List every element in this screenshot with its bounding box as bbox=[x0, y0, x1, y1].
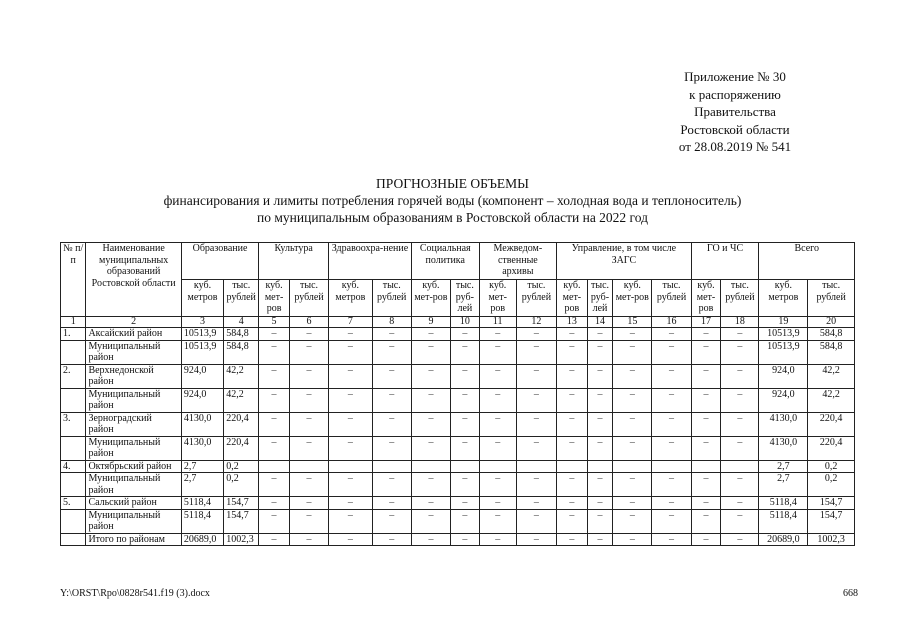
header-group: Социальная политика bbox=[411, 243, 479, 280]
cell-dash: – bbox=[587, 436, 612, 460]
cell-dash: – bbox=[451, 364, 480, 388]
cell-total-rub: 0,2 bbox=[808, 460, 855, 473]
cell-dash: – bbox=[652, 497, 691, 510]
column-number: 8 bbox=[372, 317, 411, 328]
cell-dash bbox=[411, 460, 450, 473]
cell-dash: – bbox=[721, 412, 759, 436]
cell-dash: – bbox=[516, 412, 556, 436]
row-name: Муниципальный район bbox=[86, 340, 181, 364]
column-number: 14 bbox=[587, 317, 612, 328]
cell-total-m3: 2,7 bbox=[759, 473, 808, 497]
cell-dash: – bbox=[557, 436, 588, 460]
cell-dash: – bbox=[516, 328, 556, 341]
cell-total-rub: 0,2 bbox=[808, 473, 855, 497]
cell-dash: – bbox=[652, 436, 691, 460]
cell-dash: – bbox=[721, 388, 759, 412]
footer-file-path: Y:\ORST\Rpo\0828r541.f19 (3).docx bbox=[60, 588, 210, 599]
cell-dash: – bbox=[652, 340, 691, 364]
cell-dash: – bbox=[372, 473, 411, 497]
cell-dash: – bbox=[329, 497, 372, 510]
cell-dash: – bbox=[652, 364, 691, 388]
cell-total-rub: 1002,3 bbox=[808, 533, 855, 546]
table-row bbox=[61, 364, 855, 388]
cell-dash: – bbox=[557, 412, 588, 436]
row-number bbox=[61, 509, 86, 533]
cell-dash: – bbox=[613, 509, 652, 533]
appendix-line: Приложение № 30 bbox=[684, 69, 786, 84]
cell-dash: – bbox=[479, 473, 516, 497]
cell-dash: – bbox=[411, 497, 450, 510]
column-number: 2 bbox=[86, 317, 181, 328]
cell-dash bbox=[557, 460, 588, 473]
cell-dash: – bbox=[289, 509, 328, 533]
page-number: 668 bbox=[843, 588, 858, 599]
data-table bbox=[60, 242, 855, 546]
column-number: 7 bbox=[329, 317, 372, 328]
cell-dash: – bbox=[613, 497, 652, 510]
cell-total-rub: 42,2 bbox=[808, 388, 855, 412]
row-number bbox=[61, 436, 86, 460]
cell-dash: – bbox=[652, 473, 691, 497]
cell-dash: – bbox=[451, 436, 480, 460]
cell-dash bbox=[613, 460, 652, 473]
cell-dash: – bbox=[479, 340, 516, 364]
cell-dash: – bbox=[289, 328, 328, 341]
cell-dash: – bbox=[259, 412, 290, 436]
cell-dash: – bbox=[516, 473, 556, 497]
cell-dash: – bbox=[557, 509, 588, 533]
header-subcolumn: тыс. рублей bbox=[516, 280, 556, 317]
row-number bbox=[61, 340, 86, 364]
appendix-line: Правительства bbox=[694, 104, 776, 119]
cell-dash: – bbox=[691, 473, 721, 497]
cell-dash: – bbox=[691, 388, 721, 412]
cell-education-m3: 924,0 bbox=[181, 364, 223, 388]
cell-dash: – bbox=[329, 473, 372, 497]
cell-dash: – bbox=[613, 364, 652, 388]
cell-dash: – bbox=[451, 328, 480, 341]
header-subcolumn: куб. мет-ров bbox=[479, 280, 516, 317]
cell-education-m3: 20689,0 bbox=[181, 533, 223, 546]
cell-total-rub: 42,2 bbox=[808, 364, 855, 388]
row-name: Муниципальный район bbox=[86, 436, 181, 460]
cell-dash: – bbox=[411, 340, 450, 364]
cell-dash: – bbox=[259, 388, 290, 412]
cell-dash bbox=[289, 460, 328, 473]
cell-education-m3: 2,7 bbox=[181, 460, 223, 473]
cell-dash: – bbox=[259, 364, 290, 388]
header-subcolumn: тыс. рублей bbox=[289, 280, 328, 317]
cell-dash bbox=[516, 460, 556, 473]
cell-education-m3: 5118,4 bbox=[181, 497, 223, 510]
cell-dash: – bbox=[652, 412, 691, 436]
cell-total-m3: 924,0 bbox=[759, 388, 808, 412]
cell-dash: – bbox=[411, 473, 450, 497]
cell-total-m3: 4130,0 bbox=[759, 412, 808, 436]
header-subcolumn: тыс. рублей bbox=[224, 280, 259, 317]
cell-dash: – bbox=[411, 364, 450, 388]
cell-total-m3: 924,0 bbox=[759, 364, 808, 388]
cell-dash: – bbox=[479, 328, 516, 341]
header-subcolumn: куб. метров bbox=[181, 280, 223, 317]
column-number: 4 bbox=[224, 317, 259, 328]
cell-total-rub: 584,8 bbox=[808, 340, 855, 364]
row-name: Аксайский район bbox=[86, 328, 181, 341]
cell-dash: – bbox=[479, 364, 516, 388]
cell-dash: – bbox=[451, 497, 480, 510]
cell-dash: – bbox=[613, 328, 652, 341]
cell-dash: – bbox=[289, 436, 328, 460]
cell-dash: – bbox=[329, 328, 372, 341]
header-subcolumn: куб. метров bbox=[329, 280, 372, 317]
cell-dash: – bbox=[587, 388, 612, 412]
cell-dash: – bbox=[372, 412, 411, 436]
row-name: Зерноградский район bbox=[86, 412, 181, 436]
cell-education-rub: 154,7 bbox=[224, 497, 259, 510]
header-subcolumn: тыс. рублей bbox=[808, 280, 855, 317]
cell-education-rub: 584,8 bbox=[224, 340, 259, 364]
title-line-3: по муниципальным образованиям в Ростовской области на 2022 год bbox=[257, 210, 648, 225]
column-number: 18 bbox=[721, 317, 759, 328]
appendix-line: к распоряжению bbox=[689, 86, 781, 102]
table-row bbox=[61, 340, 855, 364]
cell-dash: – bbox=[721, 473, 759, 497]
cell-dash bbox=[479, 460, 516, 473]
row-name: Сальский район bbox=[86, 497, 181, 510]
table-row bbox=[61, 509, 855, 533]
header-subcolumn: тыс. рублей bbox=[721, 280, 759, 317]
cell-dash: – bbox=[411, 436, 450, 460]
header-subcolumn: куб. мет-ров bbox=[691, 280, 721, 317]
cell-dash: – bbox=[557, 497, 588, 510]
row-name: Муниципальный район bbox=[86, 509, 181, 533]
cell-dash: – bbox=[557, 473, 588, 497]
cell-total-m3: 2,7 bbox=[759, 460, 808, 473]
column-number: 13 bbox=[557, 317, 588, 328]
cell-dash: – bbox=[411, 533, 450, 546]
cell-dash bbox=[587, 460, 612, 473]
header-subcolumn: тыс. рублей bbox=[372, 280, 411, 317]
cell-dash: – bbox=[613, 436, 652, 460]
cell-dash: – bbox=[516, 340, 556, 364]
column-number: 12 bbox=[516, 317, 556, 328]
appendix-line: Ростовской области bbox=[680, 121, 790, 137]
column-number: 1 bbox=[61, 317, 86, 328]
header-subcolumn: тыс. руб-лей bbox=[587, 280, 612, 317]
row-number: 5. bbox=[61, 497, 86, 510]
cell-dash: – bbox=[259, 328, 290, 341]
cell-education-m3: 4130,0 bbox=[181, 436, 223, 460]
cell-dash: – bbox=[691, 340, 721, 364]
column-number: 19 bbox=[759, 317, 808, 328]
table-row bbox=[61, 473, 855, 497]
cell-dash: – bbox=[721, 340, 759, 364]
cell-total-rub: 154,7 bbox=[808, 509, 855, 533]
cell-dash: – bbox=[557, 340, 588, 364]
cell-dash: – bbox=[516, 436, 556, 460]
cell-dash: – bbox=[372, 436, 411, 460]
cell-dash: – bbox=[329, 340, 372, 364]
cell-dash: – bbox=[721, 328, 759, 341]
column-number: 17 bbox=[691, 317, 721, 328]
header-group: Всего bbox=[759, 243, 855, 280]
cell-dash: – bbox=[691, 364, 721, 388]
cell-dash: – bbox=[691, 497, 721, 510]
cell-dash: – bbox=[411, 509, 450, 533]
cell-dash: – bbox=[613, 388, 652, 412]
cell-dash: – bbox=[372, 340, 411, 364]
cell-dash: – bbox=[259, 340, 290, 364]
cell-dash: – bbox=[516, 364, 556, 388]
cell-dash: – bbox=[587, 473, 612, 497]
cell-dash: – bbox=[479, 412, 516, 436]
cell-total-rub: 154,7 bbox=[808, 497, 855, 510]
cell-dash: – bbox=[721, 509, 759, 533]
cell-dash: – bbox=[289, 473, 328, 497]
cell-dash: – bbox=[479, 497, 516, 510]
column-number: 3 bbox=[181, 317, 223, 328]
cell-dash: – bbox=[372, 509, 411, 533]
row-name: Муниципальный район bbox=[86, 473, 181, 497]
cell-total-m3: 10513,9 bbox=[759, 340, 808, 364]
cell-dash: – bbox=[557, 388, 588, 412]
row-number: 2. bbox=[61, 364, 86, 388]
cell-dash: – bbox=[372, 328, 411, 341]
cell-dash: – bbox=[451, 509, 480, 533]
cell-dash: – bbox=[329, 364, 372, 388]
header-subcolumn: куб. мет-ров bbox=[557, 280, 588, 317]
cell-education-m3: 5118,4 bbox=[181, 509, 223, 533]
column-number: 6 bbox=[289, 317, 328, 328]
cell-dash bbox=[721, 460, 759, 473]
cell-dash bbox=[259, 460, 290, 473]
cell-dash bbox=[691, 460, 721, 473]
cell-dash: – bbox=[587, 533, 612, 546]
cell-dash: – bbox=[329, 436, 372, 460]
title-line-1: ПРОГНОЗНЫЕ ОБЪЕМЫ bbox=[376, 176, 529, 191]
table-row bbox=[61, 460, 855, 473]
header-subcolumn: куб. метров bbox=[759, 280, 808, 317]
cell-dash bbox=[451, 460, 480, 473]
cell-dash: – bbox=[259, 509, 290, 533]
cell-total-m3: 5118,4 bbox=[759, 509, 808, 533]
table-row bbox=[61, 328, 855, 341]
header-group: Управление, в том числе ЗАГС bbox=[557, 243, 692, 280]
cell-dash: – bbox=[557, 364, 588, 388]
cell-education-rub: 220,4 bbox=[224, 436, 259, 460]
cell-dash bbox=[372, 460, 411, 473]
row-number: 1. bbox=[61, 328, 86, 341]
cell-dash: – bbox=[691, 412, 721, 436]
header-group: Культура bbox=[259, 243, 329, 280]
cell-dash: – bbox=[451, 388, 480, 412]
row-name: Верхнедонской район bbox=[86, 364, 181, 388]
cell-dash: – bbox=[652, 533, 691, 546]
header-subcolumn: куб. мет-ров bbox=[259, 280, 290, 317]
table-row bbox=[61, 436, 855, 460]
cell-education-rub: 42,2 bbox=[224, 364, 259, 388]
cell-dash: – bbox=[516, 388, 556, 412]
header-group: Межведом-ственные архивы bbox=[479, 243, 556, 280]
cell-education-m3: 924,0 bbox=[181, 388, 223, 412]
cell-dash: – bbox=[411, 328, 450, 341]
cell-education-m3: 10513,9 bbox=[181, 328, 223, 341]
column-number: 16 bbox=[652, 317, 691, 328]
column-number: 10 bbox=[451, 317, 480, 328]
cell-dash: – bbox=[372, 364, 411, 388]
header-num: № п/п bbox=[61, 243, 86, 317]
cell-education-rub: 42,2 bbox=[224, 388, 259, 412]
row-number bbox=[61, 388, 86, 412]
cell-dash: – bbox=[372, 497, 411, 510]
cell-dash: – bbox=[479, 436, 516, 460]
cell-dash: – bbox=[259, 473, 290, 497]
cell-dash: – bbox=[613, 340, 652, 364]
cell-dash: – bbox=[721, 436, 759, 460]
cell-dash: – bbox=[721, 533, 759, 546]
header-group: ГО и ЧС bbox=[691, 243, 759, 280]
cell-dash bbox=[652, 460, 691, 473]
cell-dash: – bbox=[587, 497, 612, 510]
cell-total-m3: 5118,4 bbox=[759, 497, 808, 510]
header-name: Наименование муниципальных образований Ростовской области bbox=[86, 243, 181, 317]
cell-dash: – bbox=[691, 328, 721, 341]
cell-dash: – bbox=[372, 388, 411, 412]
table-row bbox=[61, 412, 855, 436]
table-row bbox=[61, 533, 855, 546]
cell-education-rub: 0,2 bbox=[224, 473, 259, 497]
cell-dash: – bbox=[721, 364, 759, 388]
column-number: 11 bbox=[479, 317, 516, 328]
cell-dash: – bbox=[691, 436, 721, 460]
cell-dash: – bbox=[411, 412, 450, 436]
header-group: Здравоохра-нение bbox=[329, 243, 412, 280]
column-number: 15 bbox=[613, 317, 652, 328]
header-subcolumn: тыс. рублей bbox=[652, 280, 691, 317]
table-row bbox=[61, 388, 855, 412]
cell-dash: – bbox=[613, 533, 652, 546]
cell-dash: – bbox=[691, 533, 721, 546]
cell-dash: – bbox=[516, 533, 556, 546]
cell-dash: – bbox=[516, 509, 556, 533]
cell-dash: – bbox=[451, 412, 480, 436]
cell-total-m3: 4130,0 bbox=[759, 436, 808, 460]
cell-dash: – bbox=[451, 340, 480, 364]
cell-dash: – bbox=[451, 473, 480, 497]
cell-dash: – bbox=[613, 412, 652, 436]
cell-total-rub: 220,4 bbox=[808, 412, 855, 436]
cell-dash: – bbox=[652, 509, 691, 533]
appendix-block bbox=[660, 68, 810, 156]
row-number: 3. bbox=[61, 412, 86, 436]
cell-dash: – bbox=[557, 533, 588, 546]
cell-dash: – bbox=[329, 533, 372, 546]
cell-total-rub: 220,4 bbox=[808, 436, 855, 460]
cell-dash: – bbox=[259, 497, 290, 510]
cell-dash: – bbox=[329, 412, 372, 436]
cell-education-m3: 10513,9 bbox=[181, 340, 223, 364]
row-name: Муниципальный район bbox=[86, 388, 181, 412]
cell-total-rub: 584,8 bbox=[808, 328, 855, 341]
cell-dash: – bbox=[329, 509, 372, 533]
cell-dash: – bbox=[587, 509, 612, 533]
cell-dash bbox=[329, 460, 372, 473]
cell-dash: – bbox=[289, 364, 328, 388]
cell-dash: – bbox=[587, 364, 612, 388]
header-subcolumn: тыс. руб-лей bbox=[451, 280, 480, 317]
cell-dash: – bbox=[259, 533, 290, 546]
column-number: 5 bbox=[259, 317, 290, 328]
cell-dash: – bbox=[613, 473, 652, 497]
cell-dash: – bbox=[587, 340, 612, 364]
row-number bbox=[61, 533, 86, 546]
cell-dash: – bbox=[516, 497, 556, 510]
cell-education-m3: 4130,0 bbox=[181, 412, 223, 436]
cell-education-rub: 154,7 bbox=[224, 509, 259, 533]
column-number: 9 bbox=[411, 317, 450, 328]
cell-dash: – bbox=[557, 328, 588, 341]
column-number: 20 bbox=[808, 317, 855, 328]
cell-dash: – bbox=[652, 388, 691, 412]
cell-total-m3: 10513,9 bbox=[759, 328, 808, 341]
cell-dash: – bbox=[289, 497, 328, 510]
cell-education-m3: 2,7 bbox=[181, 473, 223, 497]
cell-dash: – bbox=[691, 509, 721, 533]
header-subcolumn: куб. мет-ров bbox=[411, 280, 450, 317]
cell-education-rub: 0,2 bbox=[224, 460, 259, 473]
cell-dash: – bbox=[451, 533, 480, 546]
header-group: Образование bbox=[181, 243, 258, 280]
cell-dash: – bbox=[289, 533, 328, 546]
cell-dash: – bbox=[289, 388, 328, 412]
row-number bbox=[61, 473, 86, 497]
title-line-2: финансирования и лимиты потребления горячей воды (компонент – холодная вода и теплоноситель) bbox=[163, 193, 742, 208]
row-name: Итого по районам bbox=[86, 533, 181, 546]
cell-dash: – bbox=[479, 533, 516, 546]
row-name: Октябрьский район bbox=[86, 460, 181, 473]
cell-dash: – bbox=[411, 388, 450, 412]
cell-dash: – bbox=[289, 412, 328, 436]
cell-dash: – bbox=[587, 412, 612, 436]
cell-education-rub: 584,8 bbox=[224, 328, 259, 341]
appendix-line: от 28.08.2019 № 541 bbox=[678, 139, 792, 154]
cell-dash: – bbox=[587, 328, 612, 341]
cell-total-m3: 20689,0 bbox=[759, 533, 808, 546]
cell-dash: – bbox=[259, 436, 290, 460]
cell-dash: – bbox=[652, 328, 691, 341]
document-title bbox=[0, 175, 905, 226]
cell-dash: – bbox=[721, 497, 759, 510]
table-row bbox=[61, 497, 855, 510]
row-number: 4. bbox=[61, 460, 86, 473]
header-subcolumn: куб. мет-ров bbox=[613, 280, 652, 317]
cell-education-rub: 1002,3 bbox=[224, 533, 259, 546]
cell-dash: – bbox=[329, 388, 372, 412]
cell-dash: – bbox=[479, 388, 516, 412]
cell-education-rub: 220,4 bbox=[224, 412, 259, 436]
cell-dash: – bbox=[289, 340, 328, 364]
cell-dash: – bbox=[372, 533, 411, 546]
cell-dash: – bbox=[479, 509, 516, 533]
